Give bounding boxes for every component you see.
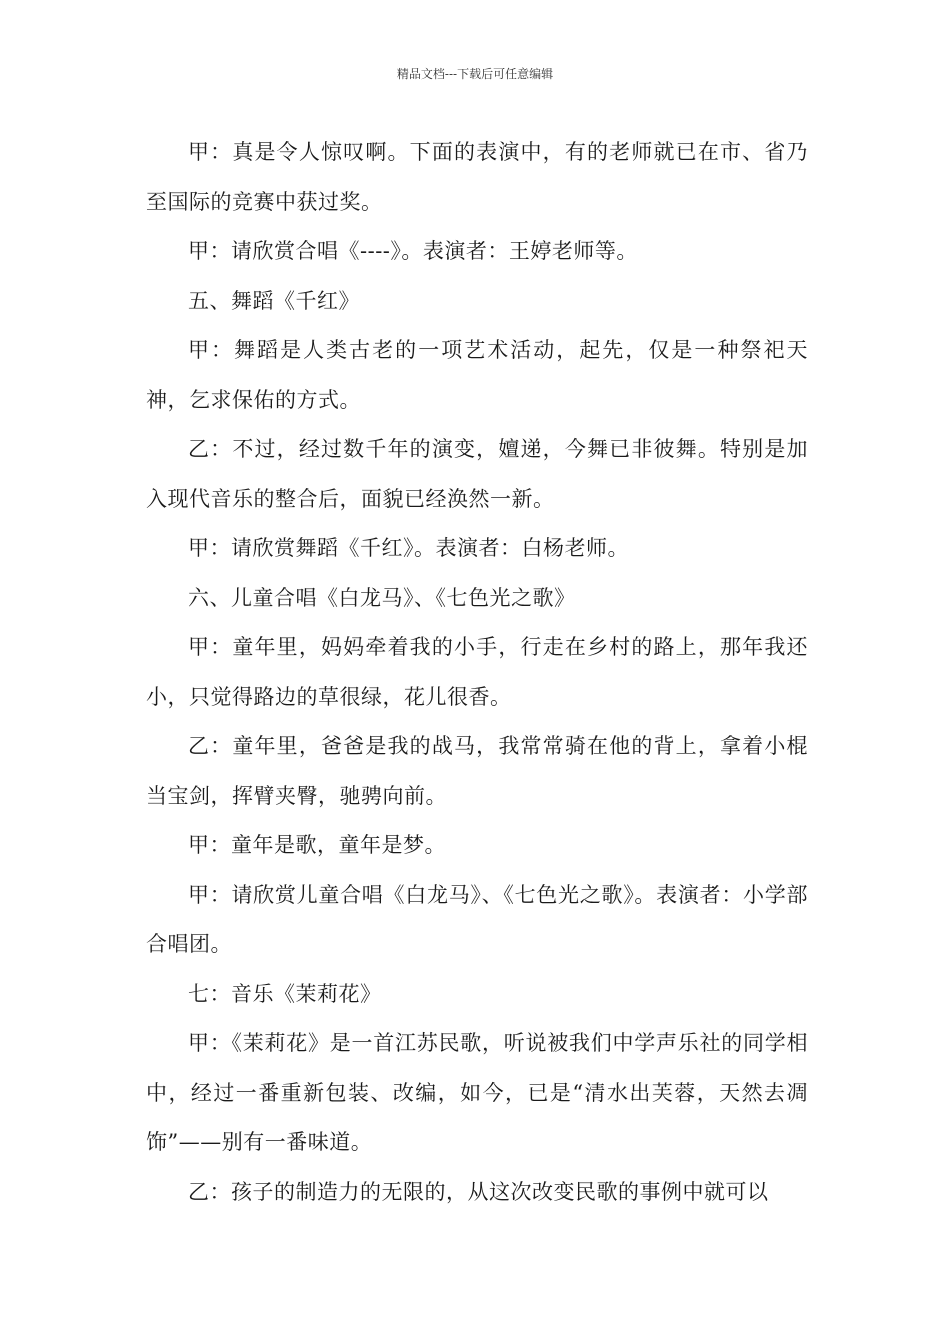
paragraph: 乙：孩子的制造力的无限的，从这次改变民歌的事例中就可以 <box>188 1179 769 1204</box>
paragraph: 甲：童年是歌，童年是梦。 <box>188 833 446 857</box>
section-heading: 五、舞蹈《千红》 <box>188 288 360 313</box>
document-body <box>146 128 808 1217</box>
section-heading: 七：音乐《茉莉花》 <box>188 981 382 1006</box>
paragraph: 甲：《茉莉花》是一首江苏民歌，听说被我们中学声乐社的同学相中，经过一番重新包装、改编，如今，已是“清水出芙蓉，天然去凋饰”——别有一番味道。 <box>146 1031 808 1154</box>
paragraph: 乙：不过，经过数千年的演变，嬗递，今舞已非彼舞。特别是加入现代音乐的整合后，面貌已经涣然一新。 <box>146 437 808 511</box>
paragraph: 甲：请欣赏舞蹈《千红》。表演者：白杨老师。 <box>188 536 629 560</box>
paragraph: 甲：舞蹈是人类古老的一项艺术活动，起先，仅是一种祭祀天神，乞求保佑的方式。 <box>146 338 808 412</box>
paragraph: 甲：请欣赏合唱《----》。表演者：王婷老师等。 <box>188 239 638 263</box>
section-heading: 六、儿童合唱《白龙马》、《七色光之歌》 <box>188 585 576 610</box>
page-header: 精品文档---下载后可任意编辑 <box>396 67 554 81</box>
paragraph: 甲：童年里，妈妈牵着我的小手，行走在乡村的路上，那年我还小，只觉得路边的草很绿，花儿很香。 <box>146 635 808 709</box>
paragraph: 乙：童年里，爸爸是我的战马，我常常骑在他的背上，拿着小棍当宝剑，挥臂夹臀，驰骋向前。 <box>146 734 808 808</box>
paragraph: 甲：真是令人惊叹啊。下面的表演中，有的老师就已在市、省乃至国际的竞赛中获过奖。 <box>146 140 808 214</box>
paragraph: 甲：请欣赏儿童合唱《白龙马》、《七色光之歌》。表演者：小学部合唱团。 <box>146 882 808 956</box>
